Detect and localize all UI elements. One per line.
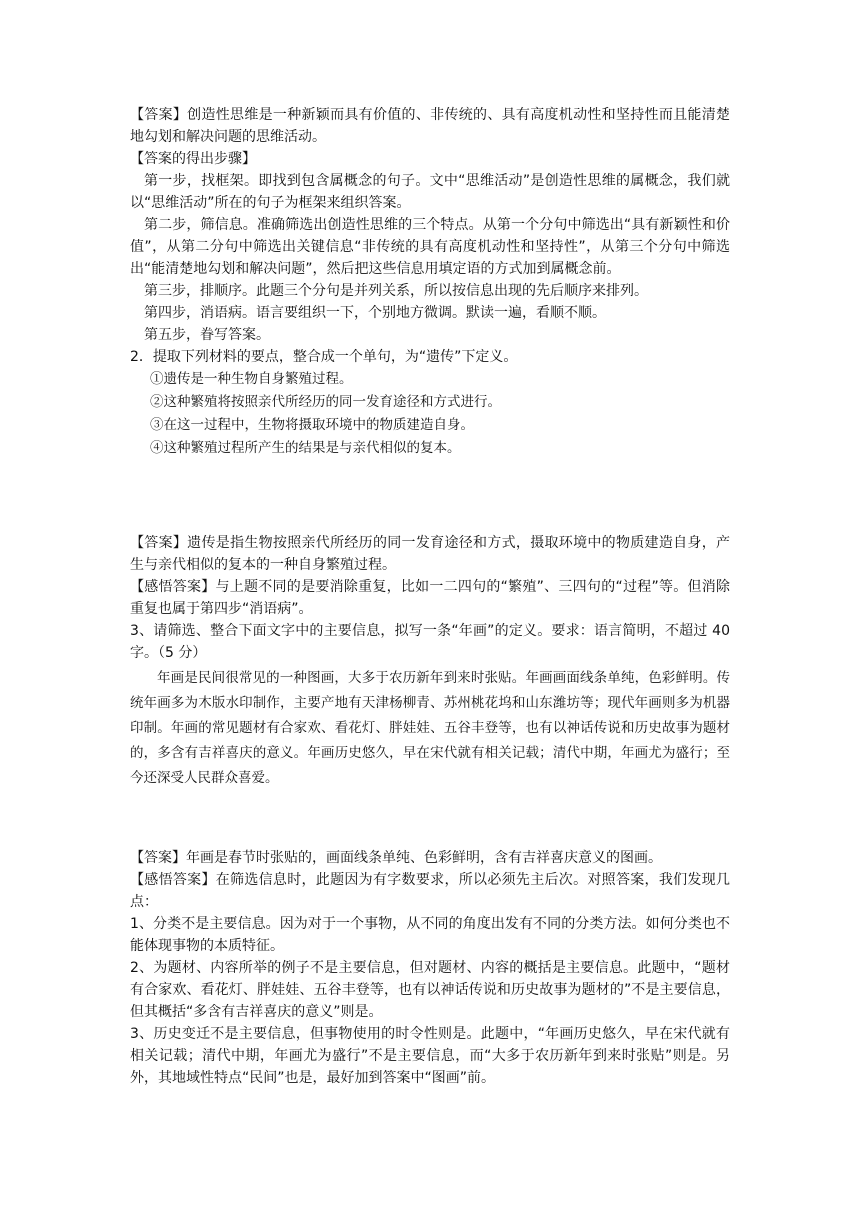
step-3-paragraph: 第三步，排顺序。此题三个分句是并列关系，所以按信息出现的先后顺序来排列。 bbox=[144, 283, 648, 299]
material-item: ③在这一过程中，生物将摄取环境中的物质建造自身。 bbox=[150, 417, 474, 433]
steps-heading: 【答案的得出步骤】 bbox=[130, 151, 256, 167]
point-2-paragraph: 2、为题材、内容所举的例子不是主要信息，但对题材、内容的概括是主要信息。此题中，“题材有合家欢、看花灯、胖娃娃、五谷丰登等，也有以神话传说和历史故事为题材的”不是主要信息，但其概括“多含有吉祥喜庆的意义”则是。 bbox=[130, 960, 730, 1020]
material-item: ①遗传是一种生物自身繁殖过程。 bbox=[150, 371, 353, 387]
section-definition-creative-thinking bbox=[130, 104, 730, 460]
insight-paragraph: 【感悟答案】与上题不同的是要消除重复，比如一二四句的“繁殖”、三四句的“过程”等。但消除重复也属于第四步“消语病”。 bbox=[130, 579, 730, 617]
step-4-paragraph: 第四步，消语病。语言要组织一下，个别地方微调。默读一遍，看顺不顺。 bbox=[144, 305, 606, 321]
material-item: ④这种繁殖过程所产生的结果是与亲代相似的复本。 bbox=[150, 440, 461, 456]
material-item: ②这种繁殖将按照亲代所经历的同一发育途径和方式进行。 bbox=[150, 394, 501, 410]
question-2-material bbox=[130, 368, 730, 460]
point-1-paragraph: 1、分类不是主要信息。因为对于一个事物，从不同的角度出发有不同的分类方法。如何分类也不能体现事物的本质特征。 bbox=[130, 916, 730, 954]
insight-paragraph: 【感悟答案】在筛选信息时，此题因为有字数要求，所以必须先主后次。对照答案，我们发现几点： bbox=[130, 872, 730, 910]
question-2-prompt: 2．提取下列材料的要点，整合成一个单句，为“遗传”下定义。 bbox=[130, 349, 518, 365]
step-1-paragraph: 第一步，找框架。即找到包含属概念的句子。文中“思维活动”是创造性思维的属概念，我们就以“思维活动”所在的句子为框架来组织答案。 bbox=[130, 173, 730, 211]
section-question-2-answer bbox=[130, 532, 730, 791]
step-5-paragraph: 第五步，眷写答案。 bbox=[144, 327, 270, 343]
point-3-paragraph: 3、历史变迁不是主要信息，但事物使用的时令性则是。此题中，“年画历史悠久，早在宋代就有相关记载；清代中期，年画尤为盛行”不是主要信息，而“大多于农历新年到来时张贴”则是。另外，其地域性特点“民间”也是，最好加到答案中“图画”前。 bbox=[130, 1026, 730, 1086]
step-2-paragraph: 第二步，筛信息。准确筛选出创造性思维的三个特点。从第一个分句中筛选出“具有新颖性和价值”，从第二分句中筛选出关键信息“非传统的具有高度机动性和坚持性”，从第三个分句中筛选出“能清楚地勾划和解决问题”，然后把这些信息用填定语的方式加到属概念前。 bbox=[130, 217, 730, 277]
answer-paragraph: 【答案】年画是春节时张贴的，画面线条单纯、色彩鲜明，含有吉祥喜庆意义的图画。 bbox=[130, 850, 662, 866]
question-3-prompt: 3、请筛选、整合下面文字中的主要信息，拟写一条“年画”的定义。要求：语言简明，不超过 40 字。（5 分） bbox=[130, 623, 730, 661]
section-question-3-answer bbox=[130, 847, 730, 1089]
question-3-passage: 年画是民间很常见的一种图画，大多于农历新年到来时张贴。年画画面线条单纯，色彩鲜明。传统年画多为木版水印制作，主要产地有天津杨柳青、苏州桃花坞和山东潍坊等；现代年画则多为机器印制。年画的常见题材有合家欢、看花灯、胖娃娃、五谷丰登等，也有以神话传说和历史故事为题材的，多含有吉祥喜庆的意义。年画历史悠久，早在宋代就有相关记载；清代中期，年画尤为盛行；至今还深受人民群众喜爱。 bbox=[130, 670, 730, 786]
answer-paragraph: 【答案】遗传是指生物按照亲代所经历的同一发育途径和方式，摄取环境中的物质建造自身，产生与亲代相似的复本的一种自身繁殖过程。 bbox=[130, 535, 730, 573]
answer-paragraph: 【答案】创造性思维是一种新颖而具有价值的、非传统的、具有高度机动性和坚持性而且能清楚地勾划和解决问题的思维活动。 bbox=[130, 107, 730, 145]
